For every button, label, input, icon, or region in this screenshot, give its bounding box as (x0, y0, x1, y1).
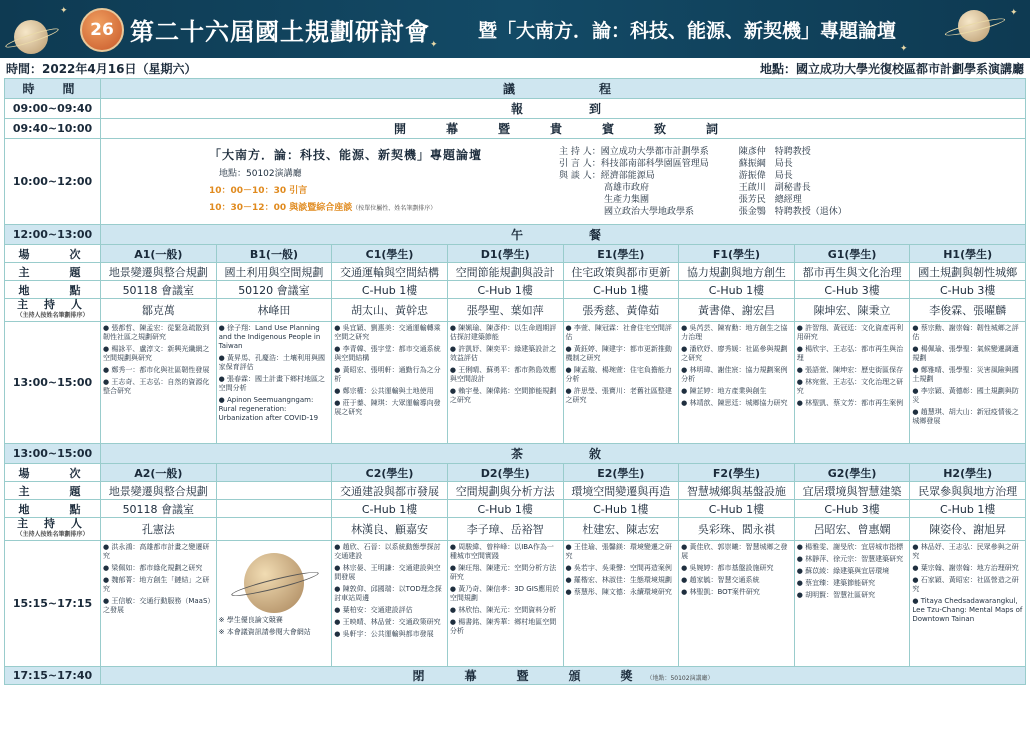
session-venue: 50118 會議室 (101, 500, 217, 518)
paper-item: ● 王映晴、林品萱：交通政策研究 (334, 618, 441, 626)
session-theme: 都市再生與文化治理 (794, 263, 910, 281)
session-session: C1(學生) (332, 245, 448, 263)
paper-list (216, 541, 332, 667)
session-theme: 交通建設與都市發展 (332, 482, 448, 500)
session-theme: 空間規劃與分析方法 (447, 482, 563, 500)
host-label: 主 持 人 (17, 517, 88, 530)
paper-item: ● 鄭雅晴、張學聖：災害風險與國土規劃 (912, 366, 1019, 383)
paper-item: ● 林聖凱、蔡文芳：都市再生案例 (796, 399, 904, 407)
host-order-note: （主持人按姓名筆劃排序） (16, 312, 89, 319)
paper-list (332, 541, 448, 667)
session-host: 陳姿伶、謝旭昇 (910, 518, 1026, 541)
row-label-session: 場 次 (5, 464, 101, 482)
session-venue: C-Hub 1樓 (910, 500, 1026, 518)
slot-time: 15:15~17:15 (5, 541, 101, 667)
paper-item: ● 石家穎、黃昭宏：社區營造之研究 (912, 576, 1019, 593)
session-session: E2(學生) (563, 464, 679, 482)
row-label-venue: 地 點 (5, 281, 101, 299)
planet-icon (958, 10, 990, 42)
paper-item: ● 趙欣、石晉：以系統動態學探討交通建設 (334, 543, 441, 560)
host-order-note: （主持人按姓名筆劃排序） (16, 531, 89, 538)
session-theme: 宜居環境與智慧建築 (794, 482, 910, 500)
session-host: 黃書偉、謝宏昌 (679, 299, 795, 322)
paper-item: ● 李萱、陳冠霖：社會住宅空間評估 (565, 324, 672, 341)
session-host: 孔憲法 (101, 518, 217, 541)
registration-label: 報 到 (101, 99, 1026, 119)
paper-item: ● 蔡宗勳、謝崇翰：韌性城鄉之評估 (912, 324, 1019, 341)
paper-item: ● 楊詠平、盧淳文：新興光纖網之空間規劃與研究 (103, 345, 210, 362)
session-venue: C-Hub 3樓 (910, 281, 1026, 299)
session-host: 李子璋、岳裕智 (447, 518, 563, 541)
paper-item: ● 陳敦仰、邱國瑞：以TOD理念探討車站周邊 (334, 585, 442, 602)
time-header: 時 間 (5, 79, 101, 99)
paper-item: ● 陳芷婷：地方產業與創生 (681, 387, 767, 395)
session-host: 李俊霖、張曜麟 (910, 299, 1026, 322)
tea-break-label: 茶 敘 (101, 444, 1026, 464)
session-session: B1(一般) (216, 245, 332, 263)
session-host: 胡太山、黃幹忠 (332, 299, 448, 322)
row-label-host (5, 299, 101, 322)
row-label-theme: 主 題 (5, 263, 101, 281)
session-session: A1(一般) (101, 245, 217, 263)
session-theme: 智慧城鄉與基盤設施 (679, 482, 795, 500)
forum-room: 地點：50102演講廳 (219, 168, 302, 179)
session-venue: C-Hub 1樓 (447, 500, 563, 518)
paper-item: ● Apinon Seemuangngam: Rural regeneration: Urbanization after COVID-19 (218, 396, 319, 422)
paper-item: ● 趙慧琪、胡大山：新冠疫情後之城鄉發展 (912, 408, 1019, 425)
star-icon: ✦ (60, 6, 68, 16)
row-label-session: 場 次 (5, 245, 101, 263)
paper-item: ● 李青韓、張宇堂：都市交通系統與空間結構 (334, 345, 441, 362)
forum-person: 張芳民 總經理 (738, 194, 802, 205)
star-icon: ✦ (1010, 8, 1018, 18)
paper-item: ● 林靜萍、徐元宗：智慧建築研究 (796, 555, 904, 563)
forum-subtitle: 暨「大南方．論：科技、能源、新契機」專題論壇 (478, 20, 897, 42)
forum-role: 國立政治大學地政學系 (559, 206, 695, 217)
paper-item: ● 林欣怡、陳光元：空間資料分析 (449, 606, 557, 614)
paper-item: ● 洪永鴻：高雄都市計畫之變遷研究 (103, 543, 210, 560)
paper-item: ● 楊書銘、陳秀華：鄉村地區空間分析 (449, 618, 557, 635)
paper-list (101, 541, 217, 667)
paper-item: ● 吳芮芸、陳宥勳：地方創生之協力治理 (681, 324, 788, 341)
agenda-table (4, 78, 1026, 685)
forum-intro-time: 10：00－10：30 引言 (209, 185, 308, 196)
paper-item: ● 張都哲、陳孟宏：從緊急疏散到韌性社區之規劃研究 (103, 324, 210, 341)
forum-panel-time: 10：30－12：00 與談暨綜合座談 (209, 202, 353, 213)
event-location: 地點：國立成功大學光復校區都市計劃學系演講廳 (759, 61, 1024, 76)
session-theme: 協力規劃與地方創生 (679, 263, 795, 281)
paper-list (679, 541, 795, 667)
paper-list (101, 322, 217, 444)
paper-item: ● 王信敏：交通行動服務（MaaS）之發展 (103, 597, 211, 614)
forum-role: 主 持 人：國立成功大學都市計劃學系 (559, 146, 709, 157)
session-venue (216, 500, 332, 518)
planet-icon (14, 20, 48, 54)
session-host: 張秀慈、黃偉茹 (563, 299, 679, 322)
closing-label: 閉 幕 暨 頒 獎 (412, 669, 647, 683)
paper-item: ※ 學生優良論文競賽 (218, 616, 283, 624)
paper-list (910, 541, 1026, 667)
paper-list (794, 322, 910, 444)
paper-item: ● 林品妤、王志弘：民眾參與之研究 (912, 543, 1019, 560)
forum-role: 引 言 人：科技部南部科學園區管理局 (559, 158, 709, 169)
paper-item: ● 楊佩瑜、張學聖：氣候變遷調適規劃 (912, 345, 1019, 362)
forum-role: 與 談 人：經濟部能源局 (559, 170, 655, 181)
paper-list (679, 322, 795, 444)
forum-person: 蘇振綱 局長 (738, 158, 793, 169)
forum-person: 陳彥仲 特聘教授 (738, 146, 811, 157)
session-theme: 地景變遷與整合規劃 (101, 263, 217, 281)
session-theme: 交通運輸與空間結構 (332, 263, 448, 281)
paper-item: ● 許思瑩、張寶川：老舊社區整建之研究 (565, 387, 672, 404)
forum-person: 游振偉 局長 (738, 170, 793, 181)
session-theme (216, 482, 332, 500)
paper-item: ● 蘇苡綾：綠建築與宜居環境 (796, 567, 890, 575)
paper-item: ● 羅楷宏、林淑佳：生態環境規劃 (565, 576, 672, 584)
session-venue: C-Hub 1樓 (679, 281, 795, 299)
paper-list (563, 322, 679, 444)
slot-time: 13:00~15:00 (5, 444, 101, 464)
paper-item: ● 林明瑋、謝佳宸：協力規劃案例分析 (681, 366, 788, 383)
session-venue: C-Hub 3樓 (794, 500, 910, 518)
lunch-label: 午 餐 (101, 225, 1026, 245)
paper-item: ● 楊雅雯、謝旻欣：宜居城市指標 (796, 543, 904, 551)
session-venue: C-Hub 1樓 (332, 281, 448, 299)
session-theme: 住宅政策與都市更新 (563, 263, 679, 281)
session-theme: 國土利用與空間規劃 (216, 263, 332, 281)
session-session: C2(學生) (332, 464, 448, 482)
paper-item: ● 潘欣妤、廖秀媛：社區參與規劃之研究 (681, 345, 788, 362)
paper-item: ● 許智翔、黃冠廷：文化資產再利用研究 (796, 324, 904, 341)
session-host: 陳坤宏、陳秉立 (794, 299, 910, 322)
forum-role: 生產力集團 (559, 194, 650, 205)
paper-item: ● 梁佩如：都市綠化規劃之研究 (103, 564, 203, 572)
paper-item: ● 胡明賢：智慧社區研究 (796, 591, 876, 599)
paper-item: ● 陳孟璇、楊琬萱：住宅負擔能力分析 (565, 366, 672, 383)
paper-item: ● 王佳瑜、張馨鎂：環境變遷之研究 (565, 543, 672, 560)
session-session: D2(學生) (447, 464, 563, 482)
session-session: H1(學生) (910, 245, 1026, 263)
session-session: D1(學生) (447, 245, 563, 263)
paper-item: ● 徐子翔：Land Use Planning and the Indigenous People in Taiwan (218, 324, 321, 350)
session-session: G1(學生) (794, 245, 910, 263)
closing-note: （地點：50102演講廳） (646, 675, 714, 682)
slot-time: 10:00~12:00 (5, 139, 101, 225)
row-label-venue: 地 點 (5, 500, 101, 518)
forum-title: 「大南方．論：科技、能源、新契機」專題論壇 (209, 147, 483, 162)
paper-item: ● 王志奇、王志弘：自然的資源化整合研究 (103, 378, 210, 395)
session-session (216, 464, 332, 482)
paper-item: ● 吳若宇、吳秉聲：空間再造案例 (565, 564, 672, 572)
forum-person: 王啟川 副秘書長 (738, 182, 811, 193)
slot-time: 09:00~09:40 (5, 99, 101, 119)
session-session: A2(一般) (101, 464, 217, 482)
session-venue: C-Hub 1樓 (563, 500, 679, 518)
paper-item: ● 林宛萱、王志弘：文化治理之研究 (796, 378, 904, 395)
session-theme: 國土規劃與韌性城鄉 (910, 263, 1026, 281)
paper-list (447, 541, 563, 667)
session-session: E1(學生) (563, 245, 679, 263)
session-host: 呂昭宏、曾惠嫻 (794, 518, 910, 541)
conference-number-badge: 26 (80, 8, 124, 52)
session-host: 鄒克萬 (101, 299, 217, 322)
session-host: 林峰田 (216, 299, 332, 322)
session-venue: C-Hub 1樓 (563, 281, 679, 299)
session-host (216, 518, 332, 541)
paper-item: ● 黃佳欣、郭崇曦：智慧城鄉之發展 (681, 543, 788, 560)
session-venue: C-Hub 1樓 (332, 500, 448, 518)
session-host: 杜建宏、陳志宏 (563, 518, 679, 541)
row-label-host (5, 518, 101, 541)
paper-item: ● 趙家毓：智慧交通系統 (681, 576, 760, 584)
host-label: 主 持 人 (17, 298, 88, 311)
paper-item: ● 陳玨翔、陳建元：空間分析方法研究 (449, 564, 557, 581)
paper-item: ● 鄭秀一：都市化與社區韌性發展 (103, 366, 210, 374)
planet-icon (244, 553, 304, 613)
afternoon-session-2 (5, 464, 1026, 667)
paper-item: ● 黃鈺婷、陳建宇：都市更新推動機制之研究 (565, 345, 672, 362)
session-session: F2(學生) (679, 464, 795, 482)
paper-item: ● 葉柏安：交通建設評估 (334, 606, 413, 614)
slot-time: 09:40~10:00 (5, 119, 101, 139)
event-date: 時間：2022年4月16日（星期六） (6, 61, 197, 76)
paper-item: ● 吳婉婷：都市基盤設施研究 (681, 564, 774, 572)
paper-item: ● 李宗穎、黃德彰：國土規劃與防災 (912, 387, 1019, 404)
row-label-theme: 主 題 (5, 482, 101, 500)
paper-item: ● 林宗晏、王明謙：交通建設與空間發展 (334, 564, 441, 581)
star-icon: ✦ (900, 44, 908, 54)
paper-item: ● 周駿緯、曾梓峰：以IBA作為一種城市空間實踐 (449, 543, 554, 560)
paper-list (332, 322, 448, 444)
session-host: 吳彩珠、閻永祺 (679, 518, 795, 541)
slot-time: 12:00~13:00 (5, 225, 101, 245)
session-theme: 地景變遷與整合規劃 (101, 482, 217, 500)
agenda-header: 議 程 (101, 79, 1026, 99)
forum-panel-note: （按單位屬性、姓名筆劃排序） (352, 204, 437, 212)
paper-list (794, 541, 910, 667)
paper-item: ● 黃乃奇、陳信孝：3D GIS應用於空間規劃 (449, 585, 560, 602)
session-session: F1(學生) (679, 245, 795, 263)
session-theme: 空間節能規劃與設計 (447, 263, 563, 281)
session-session: G2(學生) (794, 464, 910, 482)
forum-role: 高雄市政府 (559, 182, 650, 193)
forum-block (101, 139, 1026, 225)
paper-item: ● 吳軒宇：公共運輸與都市發展 (334, 630, 434, 638)
paper-item: ※ 本會議資訊請參閱大會網站 (218, 628, 311, 636)
banner (0, 0, 1030, 58)
slot-time: 13:00~15:00 (5, 322, 101, 444)
slot-time: 17:15~17:40 (5, 667, 101, 685)
forum-person: 張金鶚 特聘教授（退休） (738, 206, 847, 217)
paper-item: ● 魏郁菁：地方創生「鏈結」之研究 (103, 576, 210, 593)
paper-list (447, 322, 563, 444)
session-venue: 50120 會議室 (216, 281, 332, 299)
paper-item: ● 吳宜穎、劉惠美：交通運輸轉乘空間之研究 (334, 324, 441, 341)
paper-item: ● 許凱妤、陳奕平：綠建築設計之效益評估 (449, 345, 557, 362)
paper-item: ● 黃昇馬、孔慶浩：土壤利用與國家保育評估 (218, 354, 325, 371)
session-venue: C-Hub 3樓 (794, 281, 910, 299)
paper-item: ● 葉宗翰、謝崇翰：地方治理研究 (912, 564, 1019, 572)
paper-item: ● 張語萱、陳坤宏：歷史街區保存 (796, 366, 904, 374)
session-host: 林漢良、顧嘉安 (332, 518, 448, 541)
paper-item: ● 黃昭宏、張明軒：通勤行為之分析 (334, 366, 441, 383)
conference-title: 第二十六屆國土規劃研討會 (130, 18, 430, 46)
session-venue: 50118 會議室 (101, 281, 217, 299)
paper-list (216, 322, 332, 444)
session-theme: 民眾參與與地方治理 (910, 482, 1026, 500)
paper-list (910, 322, 1026, 444)
paper-item: ● 楊欣宇、王志弘：都市再生與治理 (796, 345, 904, 362)
session-theme: 環境空間變遷與再造 (563, 482, 679, 500)
session-venue: C-Hub 1樓 (679, 500, 795, 518)
paper-item: ● 賴宇曼、陳偉銘：空間節能規劃之研究 (449, 387, 557, 404)
paper-item: ● 王俐晴、蘇勇平：都市熱島效應與空間設計 (449, 366, 557, 383)
paper-item: ● 蔡慧彤、陳文德：永續環境研究 (565, 588, 672, 596)
paper-item: ● 鄭宗權：公共運輸與土地使用 (334, 387, 434, 395)
paper-item: ● 蔡宜臻：建築節能研究 (796, 579, 876, 587)
paper-item: ● 張春霖：國土計畫下鄉村地區之空間分析 (218, 375, 325, 392)
info-bar (0, 58, 1030, 78)
opening-label: 開 幕 暨 貴 賓 致 詞 (101, 119, 1026, 139)
paper-list (563, 541, 679, 667)
session-host: 張學聖、葉如萍 (447, 299, 563, 322)
paper-item: ● 陳姵瑜、陳彥仲：以生命週期評估探討建築節能 (449, 324, 557, 341)
paper-item: ● 莊于蓁、陳琪：大眾運輸導向發展之研究 (334, 399, 441, 416)
paper-item: ● 林聖凱：BOT案件研究 (681, 588, 760, 596)
paper-item: ● Titaya Chedsadawarangkul, Lee Tzu-Chang: Mental Maps of Downtown Tainan (912, 597, 1023, 623)
session-venue: C-Hub 1樓 (447, 281, 563, 299)
session-session: H2(學生) (910, 464, 1026, 482)
afternoon-session-1 (5, 245, 1026, 444)
paper-item: ● 林靖歆、陳思廷：城鄉協力研究 (681, 399, 788, 407)
closing-row (101, 667, 1026, 685)
star-icon: ✦ (430, 40, 438, 50)
